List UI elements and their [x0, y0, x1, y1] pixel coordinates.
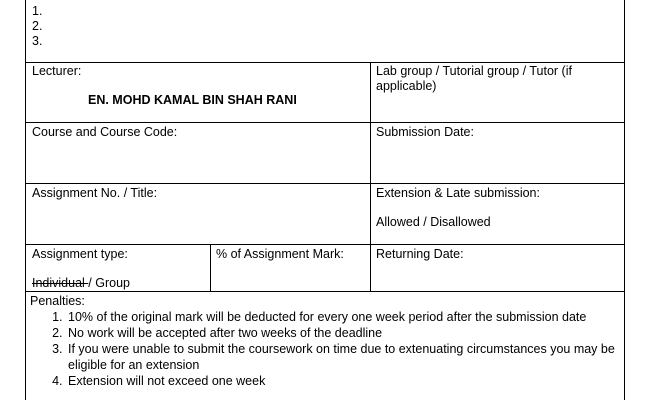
penalty-item: 2. No work will be accepted after two weeks of the deadline [66, 325, 631, 341]
list-number-2: 2. [32, 19, 43, 33]
assignment-type-struck: Individual [32, 276, 89, 290]
lab-group-label-line2: applicable) [376, 79, 437, 93]
penalties-list [48, 309, 631, 389]
divider [25, 62, 625, 63]
penalty-item: 1. 10% of the original mark will be deducted for every one week period after the submission date [66, 309, 631, 325]
list-number-3: 3. [32, 34, 43, 48]
assignment-type-label: Assignment type: [32, 247, 128, 261]
extension-value: Allowed / Disallowed [376, 215, 491, 229]
assignment-type-value [32, 276, 130, 291]
assignment-mark-label: % of Assignment Mark: [216, 247, 344, 261]
divider [25, 291, 625, 292]
returning-date-label: Returning Date: [376, 247, 464, 261]
column-divider [210, 244, 211, 291]
list-number-1: 1. [32, 4, 43, 18]
course-code-label: Course and Course Code: [32, 125, 178, 139]
lab-group-label-line1: Lab group / Tutorial group / Tutor (if [376, 64, 572, 78]
column-divider [370, 62, 371, 291]
lecturer-name: EN. MOHD KAMAL BIN SHAH RANI [88, 93, 297, 107]
penalty-item: 4. Extension will not exceed one week [66, 373, 631, 389]
assignment-title-label: Assignment No. / Title: [32, 186, 158, 200]
penalty-item: 3. If you were unable to submit the coursework on time due to extenuating circumstances you may be eligible for an extension [66, 341, 631, 373]
assignment-type-selected: / Group [88, 276, 130, 290]
divider [25, 122, 625, 123]
penalties-title: Penalties: [30, 294, 85, 308]
divider [25, 183, 625, 184]
extension-label: Extension & Late submission: [376, 186, 540, 200]
lecturer-label: Lecturer: [32, 64, 82, 78]
divider [25, 244, 625, 245]
submission-date-label: Submission Date: [376, 125, 474, 139]
